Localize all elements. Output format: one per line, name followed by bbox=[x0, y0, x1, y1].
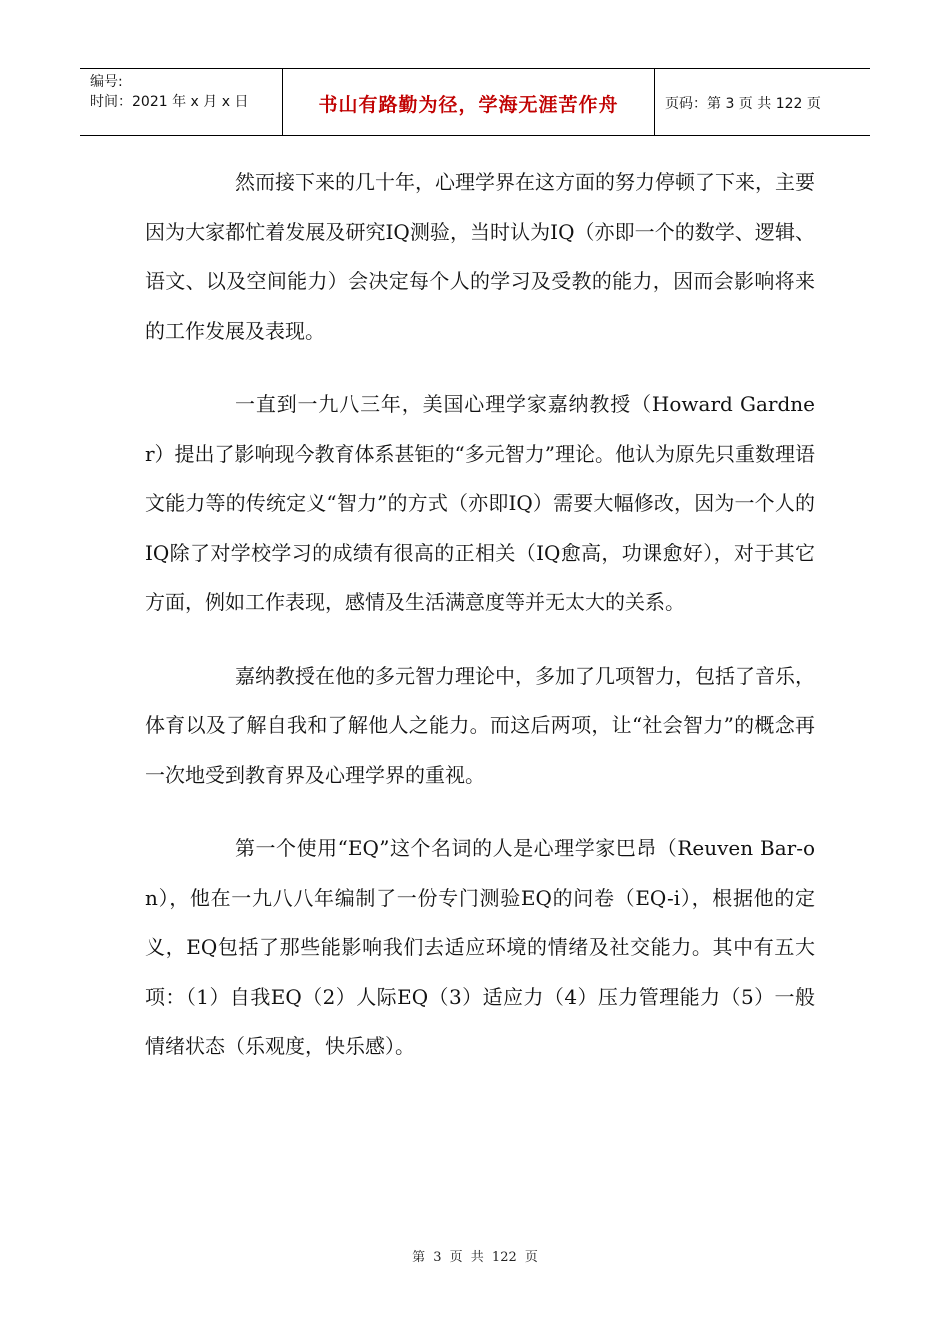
document-date-label: 时间：2021 年 x 月 x 日 bbox=[90, 94, 249, 110]
header-page-cell bbox=[655, 69, 870, 135]
paragraph-4: 第一个使用“EQ”这个名词的人是心理学家巴昂（Reuven Bar-on），他在一九八八年编制了一份专门测验EQ的问卷（EQ-i），根据他的定义，EQ包括了那些能影响我们去适应环境的情绪及社交能力。其中有五大项：（1）自我EQ（2）人际EQ（3）适应力（4）压力管理能力（5）一般情绪状态（乐观度，快乐感）。 bbox=[145, 836, 815, 1058]
page-footer: 第 3 页 共 122 页 bbox=[412, 1250, 538, 1265]
document-body bbox=[145, 158, 815, 1096]
header-meta-cell bbox=[80, 69, 283, 135]
paragraph-3: 嘉纳教授在他的多元智力理论中，多加了几项智力，包括了音乐，体育以及了解自我和了解他人之能力。而这后两项，让“社会智力”的概念再一次地受到教育界及心理学界的重视。 bbox=[145, 663, 815, 787]
document-number-label: 编号: bbox=[90, 74, 123, 90]
header-page-info: 页码：第 3 页 共 122 页 bbox=[665, 96, 821, 112]
page-header bbox=[80, 68, 870, 136]
paragraph-1: 然而接下来的几十年，心理学界在这方面的努力停顿了下来，主要因为大家都忙着发展及研究IQ测验，当时认为IQ（亦即一个的数学、逻辑、语文、以及空间能力）会决定每个人的学习及受教的能力，因而会影响将来的工作发展及表现。 bbox=[145, 170, 815, 343]
paragraph-2: 一直到一九八三年，美国心理学家嘉纳教授（Howard Gardner）提出了影响现今教育体系甚钜的“多元智力”理论。他认为原先只重数理语文能力等的传统定义“智力”的方式（亦即IQ）需要大幅修改，因为一个人的IQ除了对学校学习的成绩有很高的正相关（IQ愈高，功课愈好），对于其它方面，例如工作表现，感情及生活满意度等并无太大的关系。 bbox=[145, 392, 816, 614]
header-motto: 书山有路勤为径，学海无涯苦作舟 bbox=[318, 93, 619, 116]
header-motto-cell bbox=[283, 69, 655, 135]
